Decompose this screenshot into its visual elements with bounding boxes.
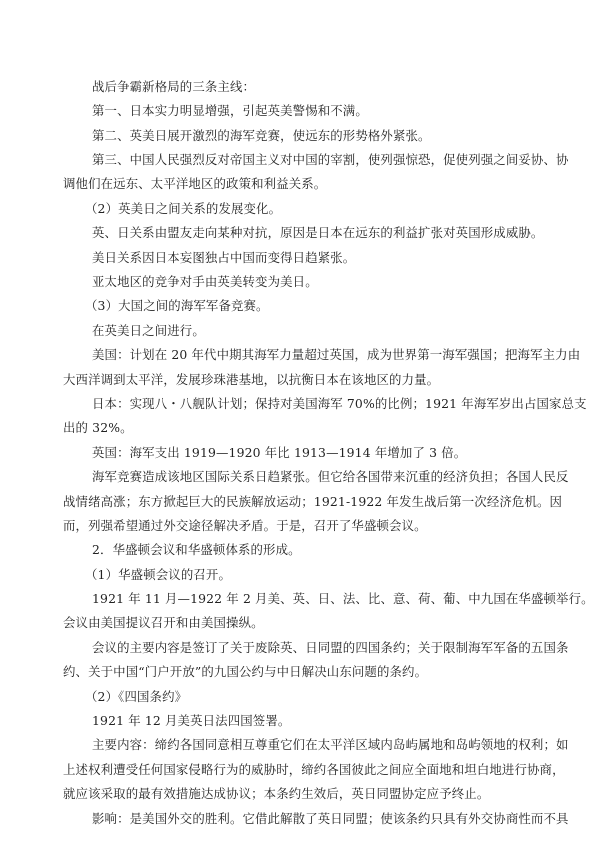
text-line: 1921 年 12 月美英日法四国签署。 bbox=[92, 713, 291, 728]
text-line: 英国：海军支出 1919—1920 年比 1913—1914 年增加了 3 倍。 bbox=[92, 445, 467, 460]
text-line: 日本：实现八・八舰队计划；保持对美国海军 70%的比例；1921 年海军岁出占国家总支 bbox=[92, 396, 587, 411]
text-line: 英、日关系由盟友走向某种对抗，原因是日本在远东的利益扩张对英国形成威胁。 bbox=[92, 225, 544, 240]
text-line: 海军竞赛造成该地区国际关系日趋紧张。但它给各国带来沉重的经济负担；各国人民反 bbox=[92, 469, 569, 484]
text-line: 亚太地区的竞争对手由英美转变为美日。 bbox=[92, 274, 318, 289]
text-line: 战后争霸新格局的三条主线： bbox=[92, 79, 256, 94]
text-line: （1）华盛顿会议的召开。 bbox=[85, 567, 231, 582]
text-line: 2．华盛顿会议和华盛顿体系的形成。 bbox=[92, 542, 301, 557]
text-line: 而，列强希望通过外交途径解决矛盾。于是，召开了华盛顿会议。 bbox=[63, 518, 427, 533]
text-line: 第二、英美日展开激烈的海军竞赛，使远东的形势格外紧张。 bbox=[92, 128, 431, 143]
text-line: 美日关系因日本妄图独占中国而变得日趋紧张。 bbox=[92, 250, 356, 265]
text-line: 1921 年 11 月—1922 年 2 月美、英、日、法、比、意、荷、葡、中九国在华盛顿举行。 bbox=[92, 591, 594, 606]
text-line: 就应该采取的最有效措施达成协议；本条约生效后，英日同盟协定应予终止。 bbox=[63, 786, 490, 801]
text-line: 上述权利遭受任何国家侵略行为的威胁时，缔约各国彼此之间应全面地和坦白地进行协商， bbox=[63, 762, 565, 777]
text-line: （2）英美日之间关系的发展变化。 bbox=[85, 201, 282, 216]
text-line: （2）《四国条约》 bbox=[85, 689, 188, 704]
text-line: 出的 32%。 bbox=[63, 420, 133, 435]
text-line: 战情绪高涨；东方掀起巨大的民族解放运动；1921-1922 年发生战后第一次经济危机。因 bbox=[63, 494, 563, 509]
text-line: 大西洋调到太平洋，发展珍珠港基地，以抗衡日本在该地区的力量。 bbox=[63, 372, 440, 387]
text-line: 会议的主要内容是签订了关于废除英、日同盟的四国条约；关于限制海军军备的五国条 bbox=[92, 640, 569, 655]
text-line: 约、关于中国“门户开放”的九国公约与中日解决山东问题的条约。 bbox=[63, 664, 428, 679]
text-line: 第一、日本实力明显增强，引起英美警惕和不满。 bbox=[92, 103, 368, 118]
text-line: 第三、中国人民强烈反对帝国主义对中国的宰割，使列强惊恐，促使列强之间妥协、协 bbox=[92, 152, 569, 167]
text-line: 主要内容：缔约各国同意相互尊重它们在太平洋区域内岛屿属地和岛屿领地的权利；如 bbox=[92, 737, 569, 752]
text-line: 会议由美国提议召开和由美国操纵。 bbox=[63, 615, 264, 630]
text-line: 调他们在远东、太平洋地区的政策和利益关系。 bbox=[63, 176, 327, 191]
text-line: （3）大国之间的海军军备竞赛。 bbox=[85, 298, 269, 313]
text-line: 美国：计划在 20 年代中期其海军力量超过英国，成为世界第一海军强国；把海军主力由 bbox=[92, 347, 581, 362]
text-line: 在英美日之间进行。 bbox=[92, 323, 205, 338]
text-line: 影响：是美国外交的胜利。它借此解散了英日同盟；使该条约只具有外交协商性而不具 bbox=[92, 811, 569, 826]
